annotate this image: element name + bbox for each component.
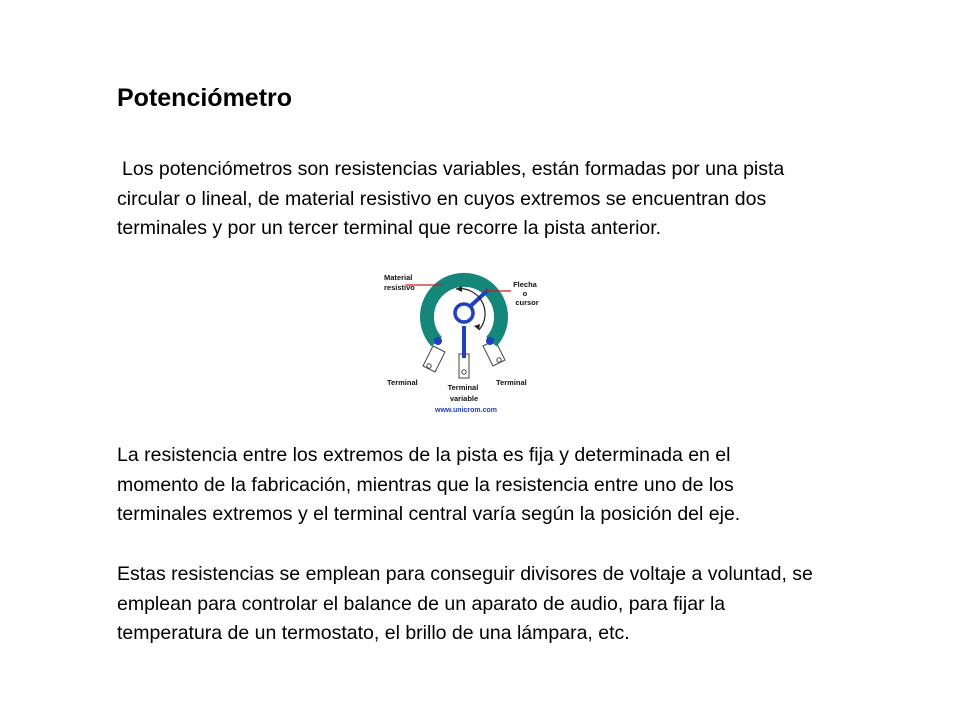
body-paragraph xyxy=(117,441,907,530)
intro-paragraph xyxy=(117,155,907,244)
paragraph-line: momento de la fabricación, mientras que la resistencia entre uno de los xyxy=(117,473,734,496)
paragraph-line: circular o lineal, de material resistivo en cuyos extremos se encuentran dos xyxy=(117,187,767,210)
left-contact xyxy=(434,337,442,345)
right-contact xyxy=(486,337,494,345)
paragraph-line: emplean para controlar el balance de un aparato de audio, para fijar la xyxy=(117,592,726,615)
paragraph-line: temperatura de un termostato, el brillo de una lámpara, etc. xyxy=(117,622,630,644)
material-label: Material resistivo xyxy=(384,273,415,292)
body-paragraph xyxy=(117,560,907,649)
arrow-label: Flecha o cursor xyxy=(513,280,539,307)
left-terminal xyxy=(423,346,445,372)
paragraph-line: La resistencia entre los extremos de la pista es fija y determinada en el xyxy=(117,444,731,466)
left-terminal-label: Terminal xyxy=(387,378,418,387)
watermark: www.unicrom.com xyxy=(435,407,497,414)
paragraph-line: terminales extremos y el terminal central varía según la posición del eje. xyxy=(117,503,741,525)
potentiometer-diagram xyxy=(376,266,552,418)
rotation-arrowhead xyxy=(474,324,480,330)
paragraph-line: Estas resistencias se emplean para conseguir divisores de voltaje a voluntad, se xyxy=(117,563,813,585)
right-terminal-label: Terminal xyxy=(496,378,527,387)
paragraph-line: Los potenciómetros son resistencias variables, están formadas por una pista xyxy=(122,158,785,180)
variable-terminal-label: Terminal variable xyxy=(447,383,479,403)
paragraph-line: terminales y por un tercer terminal que recorre la pista anterior. xyxy=(117,217,662,239)
page-title: Potenciómetro xyxy=(117,84,293,112)
